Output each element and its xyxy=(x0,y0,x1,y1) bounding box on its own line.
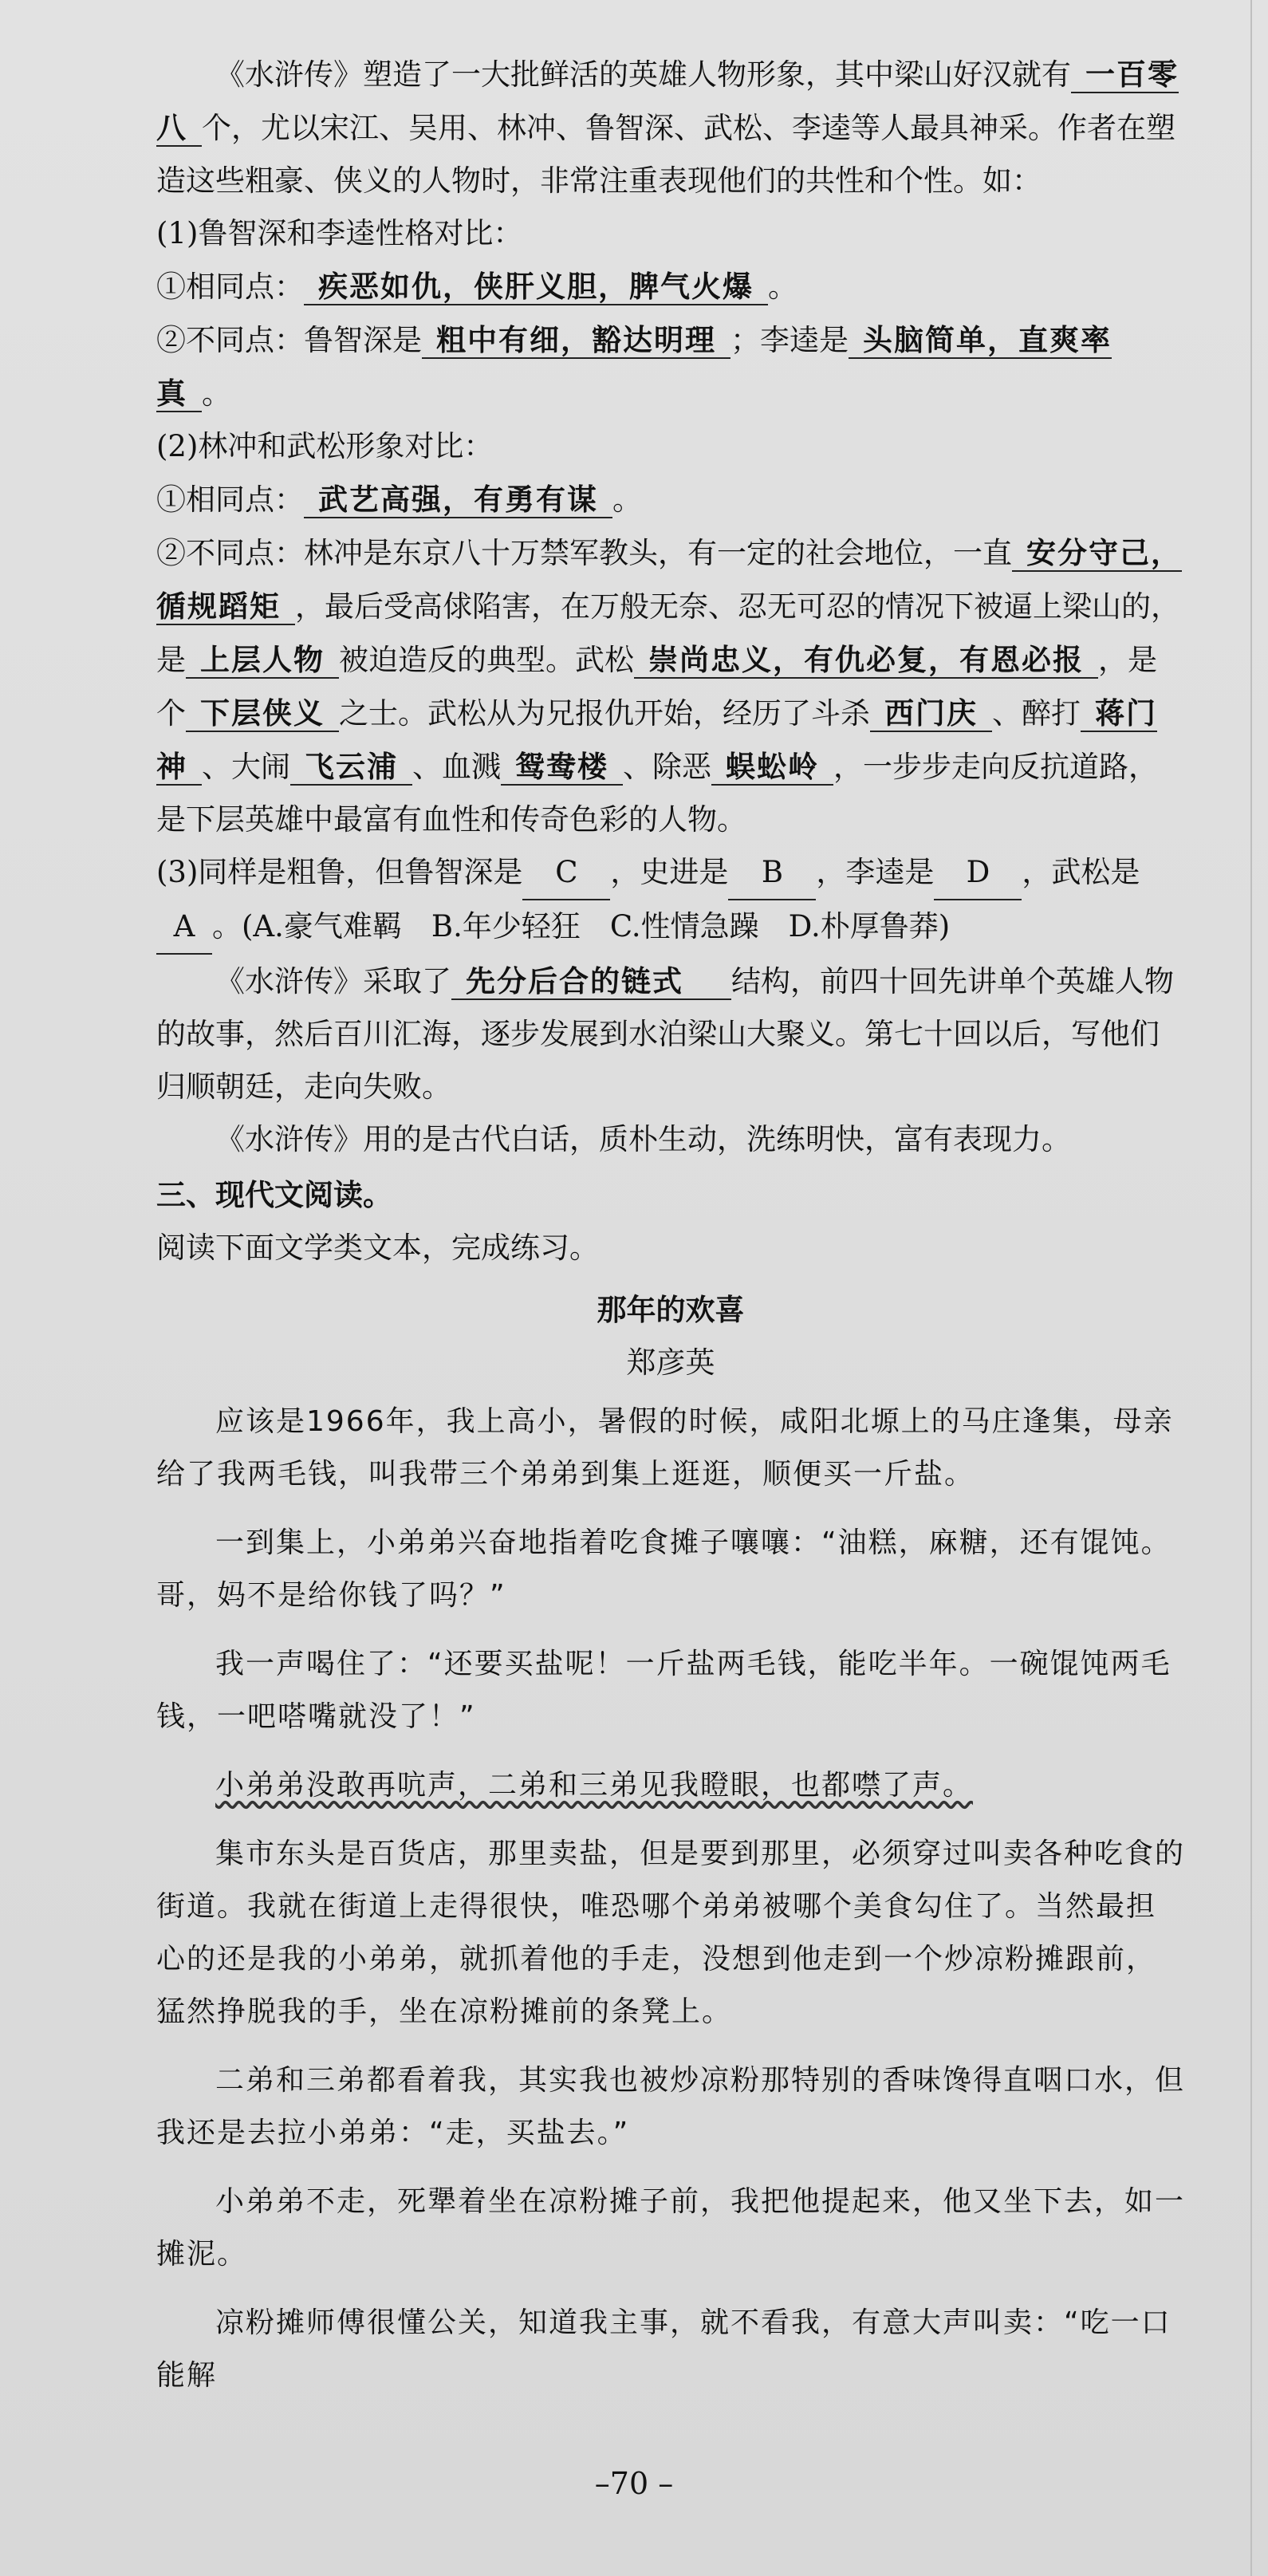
q1-diff-end: 。 xyxy=(202,376,231,411)
intro-text-a: 《水浒传》塑造了一大批鲜活的英雄人物形象，其中梁山好汉就有 xyxy=(215,57,1071,92)
q2-text-8: 、血溅 xyxy=(412,750,501,784)
structure-answer: 先分后合的链式 xyxy=(451,963,731,1000)
section-3-heading: 三、现代文阅读。 xyxy=(156,1178,392,1212)
q2-answer-7: 飞云浦 xyxy=(290,749,412,786)
intro-paragraph xyxy=(156,48,1185,207)
q3-answer-1: C xyxy=(522,846,610,900)
structure-text-1: 《水浒传》采取了 xyxy=(215,964,451,998)
q2-text-1: ②不同点：林冲是东京八十万禁军教头，有一定的社会地位，一直 xyxy=(156,536,1012,570)
q2-text-10: ，一步步走向反抗道路，是下层英雄中最富有血性和传奇色彩的人物。 xyxy=(156,750,1158,837)
essay-paragraph-3: 我一声喝住了：“还要买盐呢！一斤盐两毛钱，能吃半年。一碗馄饨两毛钱，一吧嗒嘴就没了！” xyxy=(156,1648,1172,1733)
q3-answer-4: A xyxy=(156,900,212,955)
q2-answer-4: 下层侠义 xyxy=(186,695,339,732)
q2-text-5: 之士。武松从为兄报仇开始，经历了斗杀 xyxy=(339,696,870,731)
q2-text-3: 被迫造反的典型。武松 xyxy=(339,643,634,677)
q2-text-6: 、醉打 xyxy=(992,696,1081,731)
q1-diff-answer-2: 头脑简单，直爽率真 xyxy=(156,322,1112,411)
q2-answer-1: 安分守己，循规蹈矩 xyxy=(156,535,1182,624)
q2-answer-5: 西门庆 xyxy=(870,695,992,732)
q3-answer-2: B xyxy=(728,846,816,900)
q2-answer-2: 上层人物 xyxy=(186,642,339,679)
q2-same-line xyxy=(156,473,1185,526)
q2-text-7: 、大闹 xyxy=(202,750,290,784)
essay-paragraph-4 xyxy=(156,1759,1185,1812)
q2-heading: (2)林冲和武松形象对比： xyxy=(156,429,494,463)
q2-same-answer: 武艺高强，有勇有谋 xyxy=(304,482,612,518)
q3-answer-3: D xyxy=(934,846,1022,900)
q1-heading: (1)鲁智深和李逵性格对比： xyxy=(156,216,523,250)
q1-same-line xyxy=(156,260,1185,313)
q3-text-3: ，李逵是 xyxy=(816,855,935,889)
essay-paragraph-2: 一到集上，小弟弟兴奋地指着吃食摊子嚷嚷：“油糕，麻糖，还有馄饨。哥，妈不是给你钱了吗？” xyxy=(156,1526,1172,1612)
q2-text-2: ，最后受高俅陷害，在万般无奈、忍无可忍的情况下被逼上梁山的，是 xyxy=(156,589,1180,677)
q1-same-end: 。 xyxy=(768,270,797,304)
essay-paragraph-7: 小弟弟不走，死犟着坐在凉粉摊子前，我把他提起来，他又坐下去，如一摊泥。 xyxy=(156,2185,1186,2271)
essay-paragraph-5: 集市东头是百货店，那里卖盐，但是要到那里，必须穿过叫卖各种吃食的街道。我就在街道上走得很快，唯恐哪个弟弟被哪个美食勾住了。当然最担心的还是我的小弟弟，就抓着他的手走，没想到他走到一个炒凉粉摊跟前，猛然挣脱我的手，坐在凉粉摊前的条凳上。 xyxy=(156,1837,1186,2028)
q1-diff-line xyxy=(156,313,1185,420)
q3-paragraph xyxy=(156,846,1185,955)
q2-text-9: 、除恶 xyxy=(623,750,711,784)
section-3-instruction: 阅读下面文学类文本，完成练习。 xyxy=(156,1231,599,1265)
q2-answer-8: 鸳鸯楼 xyxy=(501,749,623,786)
q1-same-answer: 疾恶如仇，侠肝义胆，脾气火爆 xyxy=(304,269,768,305)
q3-text-5: 。(A.豪气难羁 B.年少轻狂 C.性情急躁 D.朴厚鲁莽) xyxy=(212,909,951,943)
page-content xyxy=(156,48,1185,2418)
q2-answer-6: 蒋门神 xyxy=(156,695,1157,784)
essay-wavy-underlined-sentence: 小弟弟没敢再吭声，二弟和三弟见我瞪眼，也都噤了声。 xyxy=(215,1769,974,1802)
structure-paragraph xyxy=(156,955,1185,1113)
q3-text-2: ，史进是 xyxy=(610,855,729,889)
page-edge-line xyxy=(1250,0,1252,2576)
page-number: –70 – xyxy=(594,2466,674,2501)
q2-diff-paragraph xyxy=(156,526,1185,846)
essay-title: 那年的欢喜 xyxy=(597,1293,745,1327)
structure-text-2: 结构，前四十回先讲单个英雄人物的故事，然后百川汇海，逐步发展到水泊梁山大聚义。第七十回以后，写他们归顺朝廷，走向失败。 xyxy=(156,964,1174,1104)
q2-same-label: ①相同点： xyxy=(156,483,304,517)
q3-text-1: (3)同样是粗鲁，但鲁智深是 xyxy=(156,855,523,889)
language-paragraph: 《水浒传》用的是古代白话，质朴生动，洗练明快，富有表现力。 xyxy=(215,1122,1071,1156)
q1-same-label: ①相同点： xyxy=(156,270,304,304)
q1-diff-text-a: ②不同点：鲁智深是 xyxy=(156,323,422,357)
q2-text-4: ，是个 xyxy=(156,643,1157,731)
essay-paragraph-8: 凉粉摊师傅很懂公关，知道我主事，就不看我，有意大声叫卖：“吃一口能解 xyxy=(156,2306,1172,2392)
q2-same-end: 。 xyxy=(612,483,642,517)
q3-text-4: ，武松是 xyxy=(1022,855,1140,889)
q1-diff-answer-1: 粗中有细，豁达明理 xyxy=(422,322,730,359)
essay-author: 郑彦英 xyxy=(626,1345,715,1380)
q2-answer-3: 崇尚忠义，有仇必复，有恩必报 xyxy=(634,642,1098,679)
essay-paragraph-6: 二弟和三弟都看着我，其实我也被炒凉粉那特别的香味馋得直咽口水，但我还是去拉小弟弟：“走，买盐去。” xyxy=(156,2064,1186,2149)
q1-diff-text-b: ；李逵是 xyxy=(730,323,849,357)
essay-paragraph-1: 应该是1966年，我上高小，暑假的时候，咸阳北塬上的马庄逢集，母亲给了我两毛钱，叫我带三个弟弟到集上逛逛，顺便买一斤盐。 xyxy=(156,1405,1174,1491)
intro-text-b: 个，尤以宋江、吴用、林冲、鲁智深、武松、李逵等人最具神采。作者在塑造这些粗豪、侠义的人物时，非常注重表现他们的共性和个性。如： xyxy=(156,111,1175,198)
answer-blank-count: 一百零八 xyxy=(156,57,1179,145)
q2-answer-9: 蜈蚣岭 xyxy=(711,749,833,786)
